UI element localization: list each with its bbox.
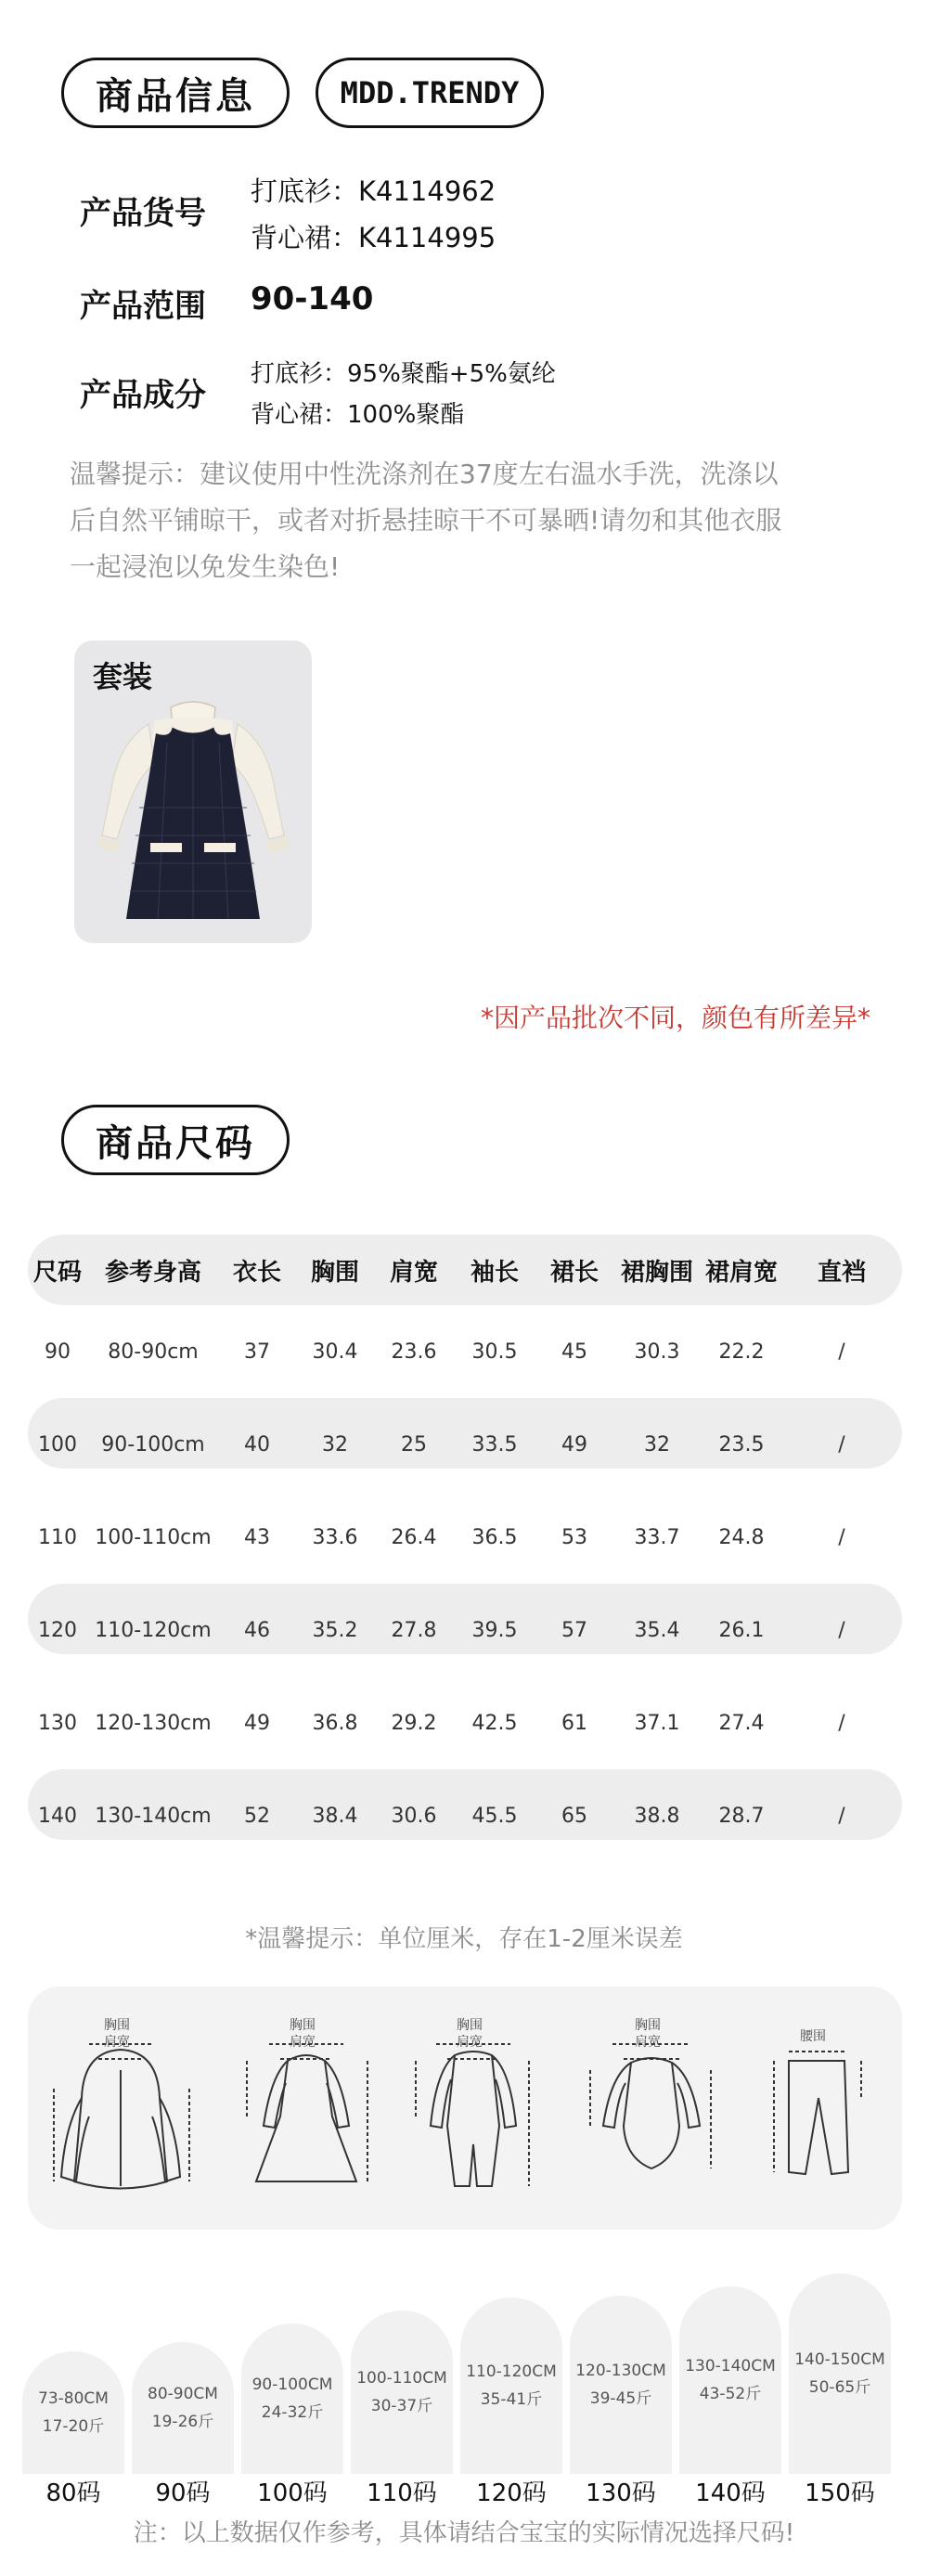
arch-height: 140-150CM xyxy=(794,2350,885,2369)
table-cell: 61 xyxy=(561,1711,587,1735)
col-header: 参考身高 xyxy=(104,1258,201,1287)
table-cell: 25 xyxy=(401,1432,427,1456)
table-cell: 110 xyxy=(38,1525,77,1549)
size-code: 90码 xyxy=(155,2479,211,2507)
jacket-diagram xyxy=(54,2044,189,2189)
arch-height: 90-100CM xyxy=(251,2375,333,2394)
table-cell: 45.5 xyxy=(471,1804,518,1828)
table-cell: 80-90cm xyxy=(108,1340,199,1364)
table-cell: 53 xyxy=(561,1525,587,1549)
size-arch-120[interactable] xyxy=(460,2298,562,2474)
product-set-label: 套装 xyxy=(93,659,153,694)
table-cell: / xyxy=(838,1340,845,1364)
table-cell: 26.1 xyxy=(718,1618,765,1642)
table-cell: 27.8 xyxy=(391,1618,437,1642)
diagram-shoulder-label: 肩宽 xyxy=(104,2035,130,2050)
section-title-size xyxy=(61,1105,290,1175)
table-cell: / xyxy=(838,1618,845,1642)
size-code: 120码 xyxy=(476,2479,547,2507)
sku-line-2: 背心裙：K4114995 xyxy=(251,222,496,253)
table-cell: 110-120cm xyxy=(95,1618,212,1642)
table-cell: 23.5 xyxy=(718,1432,765,1456)
size-code: 80码 xyxy=(45,2479,101,2507)
table-cell: 38.8 xyxy=(634,1804,680,1828)
size-arch-100[interactable] xyxy=(241,2324,343,2474)
col-header: 袖长 xyxy=(470,1258,519,1287)
table-cell: 24.8 xyxy=(718,1525,765,1549)
range-value: 90-140 xyxy=(251,280,374,317)
composition-line-1: 打底衫：95%聚酯+5%氨纶 xyxy=(251,360,556,388)
arch-weight: 19-26斤 xyxy=(151,2413,214,2431)
diagram-chest-label: 胸围 xyxy=(635,2018,661,2033)
care-tip-line-1: 温馨提示：建议使用中性洗涤剂在37度左右温水手洗，洗涤以 xyxy=(70,459,779,489)
dress-set-illustration xyxy=(74,641,312,943)
table-cell: 32 xyxy=(644,1432,670,1456)
diagram-chest-label: 胸围 xyxy=(104,2018,130,2033)
section-title-text: 商品信息 xyxy=(96,74,255,118)
arch-height: 120-130CM xyxy=(575,2362,666,2380)
table-cell: 90 xyxy=(45,1340,71,1364)
table-cell: / xyxy=(838,1711,845,1735)
table-cell: 32 xyxy=(322,1432,348,1456)
footer-reference-note: 注：以上数据仅作参考，具体请结合宝宝的实际情况选择尺码! xyxy=(133,2519,795,2547)
table-cell: 100 xyxy=(38,1432,77,1456)
arch-weight: 30-37斤 xyxy=(370,2397,433,2415)
table-cell: 38.4 xyxy=(312,1804,358,1828)
diagram-shoulder-label: 肩宽 xyxy=(635,2035,661,2050)
table-cell: 29.2 xyxy=(391,1711,437,1735)
table-row xyxy=(28,1398,902,1491)
sku-label: 产品货号 xyxy=(80,195,206,232)
arch-weight: 17-20斤 xyxy=(42,2417,105,2436)
table-cell: 30.5 xyxy=(471,1340,518,1364)
arch-weight: 43-52斤 xyxy=(699,2385,762,2403)
table-cell: 120-130cm xyxy=(95,1711,212,1735)
table-cell: 27.4 xyxy=(718,1711,765,1735)
table-cell: 43 xyxy=(244,1525,270,1549)
table-cell: / xyxy=(838,1432,845,1456)
table-cell: 130-140cm xyxy=(95,1804,212,1828)
col-header: 肩宽 xyxy=(389,1258,438,1287)
table-cell: 57 xyxy=(561,1618,587,1642)
table-cell: 49 xyxy=(561,1432,587,1456)
diagram-shoulder-label: 肩宽 xyxy=(290,2035,316,2050)
size-arch-150[interactable] xyxy=(789,2273,891,2474)
arch-weight: 24-32斤 xyxy=(261,2403,324,2422)
table-cell: 90-100cm xyxy=(101,1432,205,1456)
table-cell: 30.6 xyxy=(391,1804,437,1828)
table-cell: / xyxy=(838,1525,845,1549)
care-tip-line-2: 后自然平铺晾干，或者对折悬挂晾干不可暴晒!请勿和其他衣服 xyxy=(70,505,782,536)
table-cell: 39.5 xyxy=(471,1618,518,1642)
table-cell: 30.3 xyxy=(634,1340,680,1364)
table-cell: 65 xyxy=(561,1804,587,1828)
table-cell: 30.4 xyxy=(312,1340,358,1364)
diagram-shoulder-label: 肩宽 xyxy=(457,2035,483,2050)
col-header: 裙长 xyxy=(549,1258,599,1287)
table-row xyxy=(28,1676,902,1769)
size-arch-140[interactable] xyxy=(679,2286,781,2474)
table-cell: 100-110cm xyxy=(95,1525,212,1549)
table-row xyxy=(28,1305,902,1398)
size-table xyxy=(28,1235,902,1862)
arch-weight: 39-45斤 xyxy=(589,2389,652,2408)
table-cell: 33.7 xyxy=(634,1525,680,1549)
size-code: 150码 xyxy=(805,2479,875,2507)
table-cell: 52 xyxy=(244,1804,270,1828)
arch-weight: 35-41斤 xyxy=(480,2390,543,2409)
diagram-chest-label: 胸围 xyxy=(457,2018,483,2033)
col-header: 直裆 xyxy=(817,1258,866,1287)
col-header: 尺码 xyxy=(32,1258,82,1287)
table-cell: 36.8 xyxy=(312,1711,358,1735)
table-row xyxy=(28,1584,902,1676)
table-cell: 23.6 xyxy=(391,1340,437,1364)
range-label: 产品范围 xyxy=(80,288,206,325)
col-header: 胸围 xyxy=(310,1258,359,1287)
size-arch-80[interactable] xyxy=(22,2351,124,2474)
table-cell: 45 xyxy=(561,1340,587,1364)
product-set-card[interactable] xyxy=(74,641,312,943)
table-header-row xyxy=(28,1235,902,1305)
measurement-illustrations xyxy=(28,1987,902,2230)
size-arch-110[interactable] xyxy=(351,2311,453,2474)
size-code: 130码 xyxy=(586,2479,656,2507)
size-code: 110码 xyxy=(367,2479,437,2507)
composition-label: 产品成分 xyxy=(80,377,206,414)
table-row xyxy=(28,1491,902,1584)
size-code: 100码 xyxy=(257,2479,328,2507)
size-arch-130[interactable] xyxy=(570,2296,672,2474)
table-cell: 120 xyxy=(38,1618,77,1642)
table-cell: 37.1 xyxy=(634,1711,680,1735)
romper-diagram xyxy=(416,2044,529,2186)
table-cell: 28.7 xyxy=(718,1804,765,1828)
unit-tolerance-note: *温馨提示：单位厘米，存在1-2厘米误差 xyxy=(245,1925,683,1953)
arch-height: 110-120CM xyxy=(466,2362,557,2381)
table-cell: 35.2 xyxy=(312,1618,358,1642)
brand-name-suffix: TRENDY xyxy=(411,75,520,110)
table-cell: 26.4 xyxy=(391,1525,437,1549)
brand-name: MDD. xyxy=(340,75,412,110)
table-cell: 140 xyxy=(38,1804,77,1828)
sku-line-1: 打底衫：K4114962 xyxy=(251,175,496,207)
size-arch-90[interactable] xyxy=(132,2342,234,2474)
composition-line-2: 背心裙：100%聚酯 xyxy=(251,401,465,429)
pants-diagram xyxy=(774,2052,861,2174)
arch-height: 73-80CM xyxy=(38,2389,109,2408)
arch-height: 100-110CM xyxy=(356,2369,447,2388)
table-row xyxy=(28,1769,902,1862)
table-cell: 33.5 xyxy=(471,1432,518,1456)
table-cell: 42.5 xyxy=(471,1711,518,1735)
table-cell: 36.5 xyxy=(471,1525,518,1549)
dress-diagram xyxy=(247,2044,367,2181)
color-variance-note: *因产品批次不同，颜色有所差异* xyxy=(480,1003,870,1033)
table-cell: 35.4 xyxy=(634,1618,680,1642)
arch-weight: 50-65斤 xyxy=(808,2378,871,2397)
col-header: 裙胸围 xyxy=(620,1258,693,1287)
table-cell: 46 xyxy=(244,1618,270,1642)
brand-badge xyxy=(316,58,544,128)
table-cell: 37 xyxy=(244,1340,270,1364)
table-cell: 40 xyxy=(244,1432,270,1456)
size-section-title-text: 商品尺码 xyxy=(96,1121,255,1165)
arch-height: 130-140CM xyxy=(685,2357,776,2375)
size-code: 140码 xyxy=(695,2479,766,2507)
diagram-waist-label: 腰围 xyxy=(800,2029,826,2044)
measurement-diagram-panel xyxy=(28,1987,902,2230)
table-cell: / xyxy=(838,1804,845,1828)
care-tip-line-3: 一起浸泡以免发生染色! xyxy=(70,551,341,582)
arch-height: 80-90CM xyxy=(148,2385,218,2403)
table-cell: 49 xyxy=(244,1711,270,1735)
bodysuit-diagram xyxy=(590,2044,711,2168)
table-cell: 130 xyxy=(38,1711,77,1735)
diagram-chest-label: 胸围 xyxy=(290,2018,316,2033)
col-header: 裙肩宽 xyxy=(704,1258,778,1287)
table-cell: 22.2 xyxy=(718,1340,765,1364)
section-title-product-info xyxy=(61,58,290,128)
table-cell: 33.6 xyxy=(312,1525,358,1549)
col-header: 衣长 xyxy=(232,1258,281,1287)
